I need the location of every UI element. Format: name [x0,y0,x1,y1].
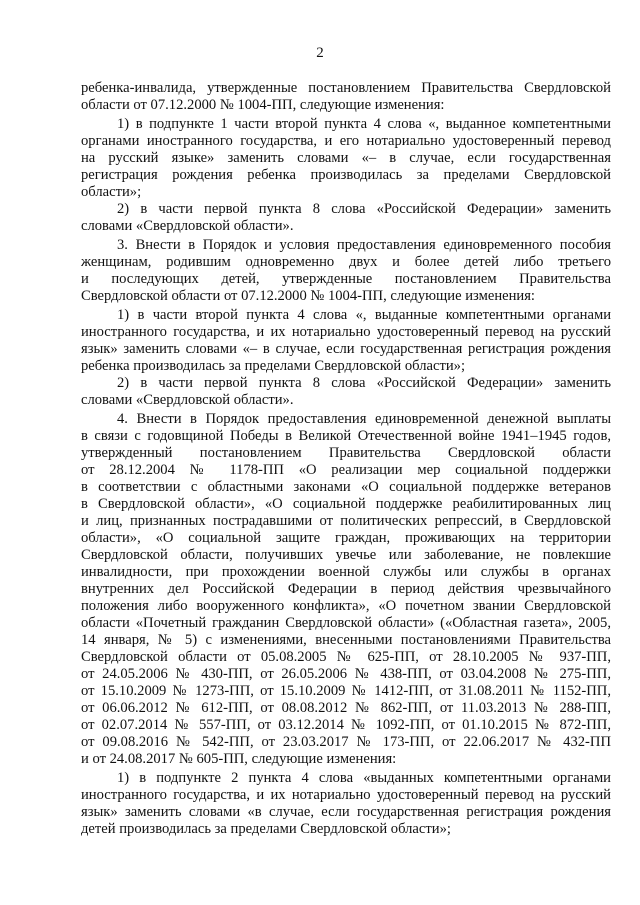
text-line: инвалидности, при прохождении военной службы или службы в органах [81,564,611,580]
text-line: органами иностранного государства, и его нотариально удостоверенный перевод [81,133,611,149]
text-line: от 15.10.2009 № 1273-ПП, от 15.10.2009 № 1412-ПП, от 31.08.2011 № 1152-ПП, [81,683,611,699]
text-line: женщинам, родившим одновременно двух и более детей либо третьего [81,254,611,270]
text-line: и от 24.08.2017 № 605-ПП, следующие изменения: [81,751,397,767]
text-line: иностранного государства, и их нотариально удостоверенный перевод на русский [81,787,611,803]
text-line: 1) в части второй пункта 4 слова «, выданные компетентными органами [117,307,611,323]
text-line: области», «О социальной защите граждан, проживающих на территории [81,530,611,546]
text-line: 14 января, № 5) с изменениями, внесенными постановлениями Правительства [81,632,611,648]
text-line: внутренних дел Российской Федерации в период действия чрезвычайного [81,581,611,597]
text-line: области от 07.12.2000 № 1004-ПП, следующие изменения: [81,97,445,113]
text-line: 2) в части первой пункта 8 слова «Российской Федерации» заменить [117,201,611,217]
text-line: ребенка производилась за пределами Свердловской области»; [81,358,465,374]
text-line: иностранного государства, и их нотариально удостоверенный перевод на русский [81,324,611,340]
text-line: утвержденный постановлением Правительства Свердловской области [81,445,611,461]
text-line: регистрация рождения ребенка производилась за пределами Свердловской [81,167,611,183]
text-line: детей производилась за пределами Свердловской области»; [81,821,451,837]
text-line: положения либо вооруженного конфликта», «О почетном звании Свердловской [81,598,611,614]
text-line: от 28.12.2004 № 1178-ПП «О реализации мер социальной поддержки [81,462,611,478]
text-line: 1) в подпункте 2 пункта 4 слова «выданных компетентными органами [117,770,611,786]
text-line: язык» заменить словами «– в случае, если государственная регистрация рождения [81,341,611,357]
text-line: и последующих детей, утвержденные постановлением Правительства [81,271,611,287]
text-line: Свердловской области от 07.12.2000 № 1004-ПП, следующие изменения: [81,288,535,304]
text-line: от 06.06.2012 № 612-ПП, от 08.08.2012 № 862-ПП, от 11.03.2013 № 288-ПП, [81,700,611,716]
text-line: ребенка-инвалида, утвержденные постановлением Правительства Свердловской [81,80,611,96]
text-line: язык» заменить словами «в случае, если государственная регистрация рождения [81,804,611,820]
text-line: словами «Свердловской области». [81,392,294,408]
text-line: 4. Внести в Порядок предоставления единовременной денежной выплаты [117,411,611,427]
text-line: 1) в подпункте 1 части второй пункта 4 слова «, выданное компетентными [117,116,611,132]
text-line: Свердловской области, получивших увечье или заболевание, не повлекшие [81,547,611,563]
text-line: в связи с годовщиной Победы в Великой Отечественной войне 1941–1945 годов, [81,428,611,444]
text-line: 2) в части первой пункта 8 слова «Российской Федерации» заменить [117,375,611,391]
text-line: на русский языке» заменить словами «– в случае, если государственная [81,150,611,166]
text-line: 3. Внести в Порядок и условия предоставления единовременного пособия [117,237,611,253]
text-line: от 24.05.2006 № 430-ПП, от 26.05.2006 № 438-ПП, от 03.04.2008 № 275-ПП, [81,666,611,682]
text-line: области»; [81,184,142,200]
text-line: и лиц, признанных пострадавшими от политических репрессий, в Свердловской [81,513,611,529]
text-line: в Свердловской области», «О социальной поддержке реабилитированных лиц [81,496,611,512]
text-line: от 09.08.2016 № 542-ПП, от 23.03.2017 № 173-ПП, от 22.06.2017 № 432-ПП [81,734,611,750]
text-line: области «Почетный гражданин Свердловской области» («Областная газета», 2005, [81,615,611,631]
page-number: 2 [316,45,324,61]
text-line: от 02.07.2014 № 557-ПП, от 03.12.2014 № 1092-ПП, от 01.10.2015 № 872-ПП, [81,717,611,733]
text-line: словами «Свердловской области». [81,218,294,234]
text-line: в соответствии с областными законами «О социальной поддержке ветеранов [81,479,611,495]
text-line: Свердловской области от 05.08.2005 № 625-ПП, от 28.10.2005 № 937-ПП, [81,649,611,665]
